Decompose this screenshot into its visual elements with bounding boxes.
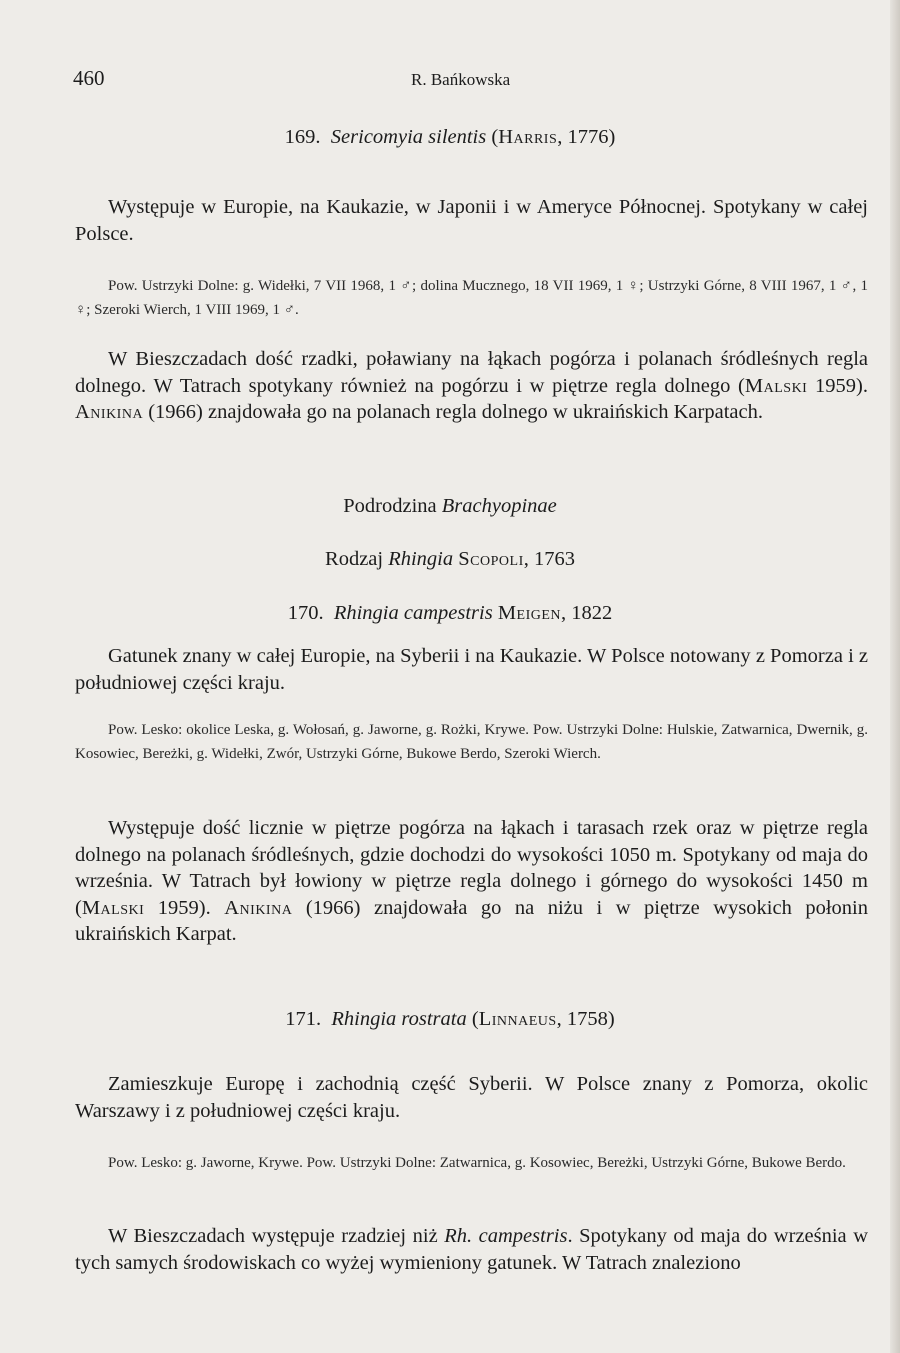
- genus-author: Scopoli: [458, 548, 524, 570]
- notes-text: [75, 346, 868, 426]
- notes-part: W Bieszczadach dość rzadki, poławiany na łąkach pogórza i polanach śródleśnych regla dolnego. W Tatrach spotykany również na pogórzu i w piętrze regla dolnego (: [75, 348, 868, 397]
- distribution-text: Zamieszkuje Europę i zachodnią część Syberii. W Polsce znany z Pomorza, okolic Warszawy i z południowej części kraju.: [75, 1073, 868, 1122]
- notes-169: [75, 346, 868, 426]
- notes-part: 1959).: [807, 374, 868, 397]
- citation-author: Anikina: [75, 401, 144, 423]
- subfamily-heading: [0, 495, 900, 518]
- citation-author: Malski: [81, 896, 145, 919]
- distribution-170: [75, 643, 868, 696]
- species-name: Rhingia campestris: [333, 602, 493, 624]
- species-reference: Rh. campestris: [444, 1225, 568, 1247]
- genus-label: Rodzaj: [325, 548, 384, 570]
- species-year: , 1758): [556, 1008, 615, 1030]
- page-number: 460: [73, 66, 105, 90]
- species-name: Rhingia rostrata: [331, 1008, 467, 1030]
- species-author: Linnaeus: [478, 1008, 557, 1030]
- distribution-171: [75, 1071, 868, 1124]
- distribution-169: [75, 194, 868, 247]
- species-author: Meigen: [497, 602, 562, 624]
- distribution-text: Występuje w Europie, na Kaukazie, w Japonii i w Ameryce Północnej. Spotykany w całej Polsce.: [75, 196, 868, 245]
- notes-part: W Bieszczadach występuje rzadziej niż: [108, 1225, 445, 1247]
- records-169: [75, 274, 868, 322]
- records-text: Pow. Lesko: g. Jaworne, Krywe. Pow. Ustrzyki Dolne: Zatwarnica, g. Kosowiec, Bereżki, Ustrzyki Górne, Bukowe Berdo.: [108, 1155, 846, 1171]
- notes-part: 1959).: [144, 896, 225, 919]
- notes-part: (1966) znajdowała go na polanach regla dolnego w ukraińskich Karpatach.: [143, 401, 763, 423]
- genus-name: Rhingia: [388, 548, 454, 570]
- notes-part: Występuje dość licznie w piętrze pogórza na łąkach i tarasach rzek oraz w piętrze regla dolnego na polanach śródleśnych, gdzie dochodzi do wysokości 1050 m. Spotykany od maja do września. W Tatrach był łowiony w piętrze regla dolnego i górnego do wysokości 1450 m (: [75, 817, 868, 919]
- genus-year: , 1763: [523, 548, 575, 570]
- records-text: Pow. Lesko: okolice Leska, g. Wołosań, g. Jaworne, g. Rożki, Krywe. Pow. Ustrzyki Dolne: Hulskie, Zatwarnica, Dwernik, g. Kosowiec, Bereżki, g. Widełki, Zwór, Ustrzyki Górne, Bukowe Berdo, Szeroki Wierch.: [75, 722, 868, 762]
- species-heading-169: [0, 126, 900, 149]
- records-171: [75, 1151, 868, 1175]
- notes-171: [75, 1223, 868, 1276]
- notes-170: [75, 815, 868, 948]
- page-edge-shadow: [890, 0, 900, 1353]
- notes-part: . Spotykany od maja do września w tych samych środowiskach co wyżej wymieniony gatunek. W Tatrach znaleziono: [75, 1225, 868, 1274]
- subfamily-label: Podrodzina: [343, 495, 437, 517]
- species-heading-170: [0, 602, 900, 625]
- records-170: [75, 718, 868, 766]
- citation-author: Anikina: [224, 896, 293, 919]
- records-text: Pow. Ustrzyki Dolne: g. Widełki, 7 VII 1968, 1 ♂; dolina Mucznego, 18 VII 1969, 1 ♀; Ustrzyki Górne, 8 VIII 1967, 1 ♂, 1 ♀; Szeroki Wierch, 1 VIII 1969, 1 ♂.: [75, 278, 868, 318]
- genus-heading: [0, 548, 900, 571]
- running-header: [73, 66, 873, 96]
- species-heading-171: [0, 1008, 900, 1031]
- notes-part: (1966) znajdowała go na niżu i w piętrze wysokich połonin ukraińskich Karpat.: [75, 896, 869, 945]
- notes-text: [75, 815, 868, 948]
- citation-author: Malski: [744, 374, 808, 397]
- species-name: Sericomyia silentis: [330, 126, 487, 148]
- species-year: , 1822: [561, 602, 613, 624]
- species-number: 170.: [287, 602, 324, 624]
- species-number: 169.: [284, 126, 321, 148]
- species-number: 171.: [285, 1008, 322, 1030]
- species-year: , 1776): [557, 126, 616, 148]
- species-author: Harris: [498, 126, 558, 148]
- distribution-text: Gatunek znany w całej Europie, na Syberii i na Kaukazie. W Polsce notowany z Pomorza i z południowej części kraju.: [75, 645, 868, 694]
- notes-text: [75, 1223, 868, 1276]
- running-author: R. Bańkowska: [411, 70, 511, 89]
- bracket: (: [471, 1008, 479, 1030]
- subfamily-name: Brachyopinae: [441, 495, 557, 517]
- bracket: (: [491, 126, 499, 148]
